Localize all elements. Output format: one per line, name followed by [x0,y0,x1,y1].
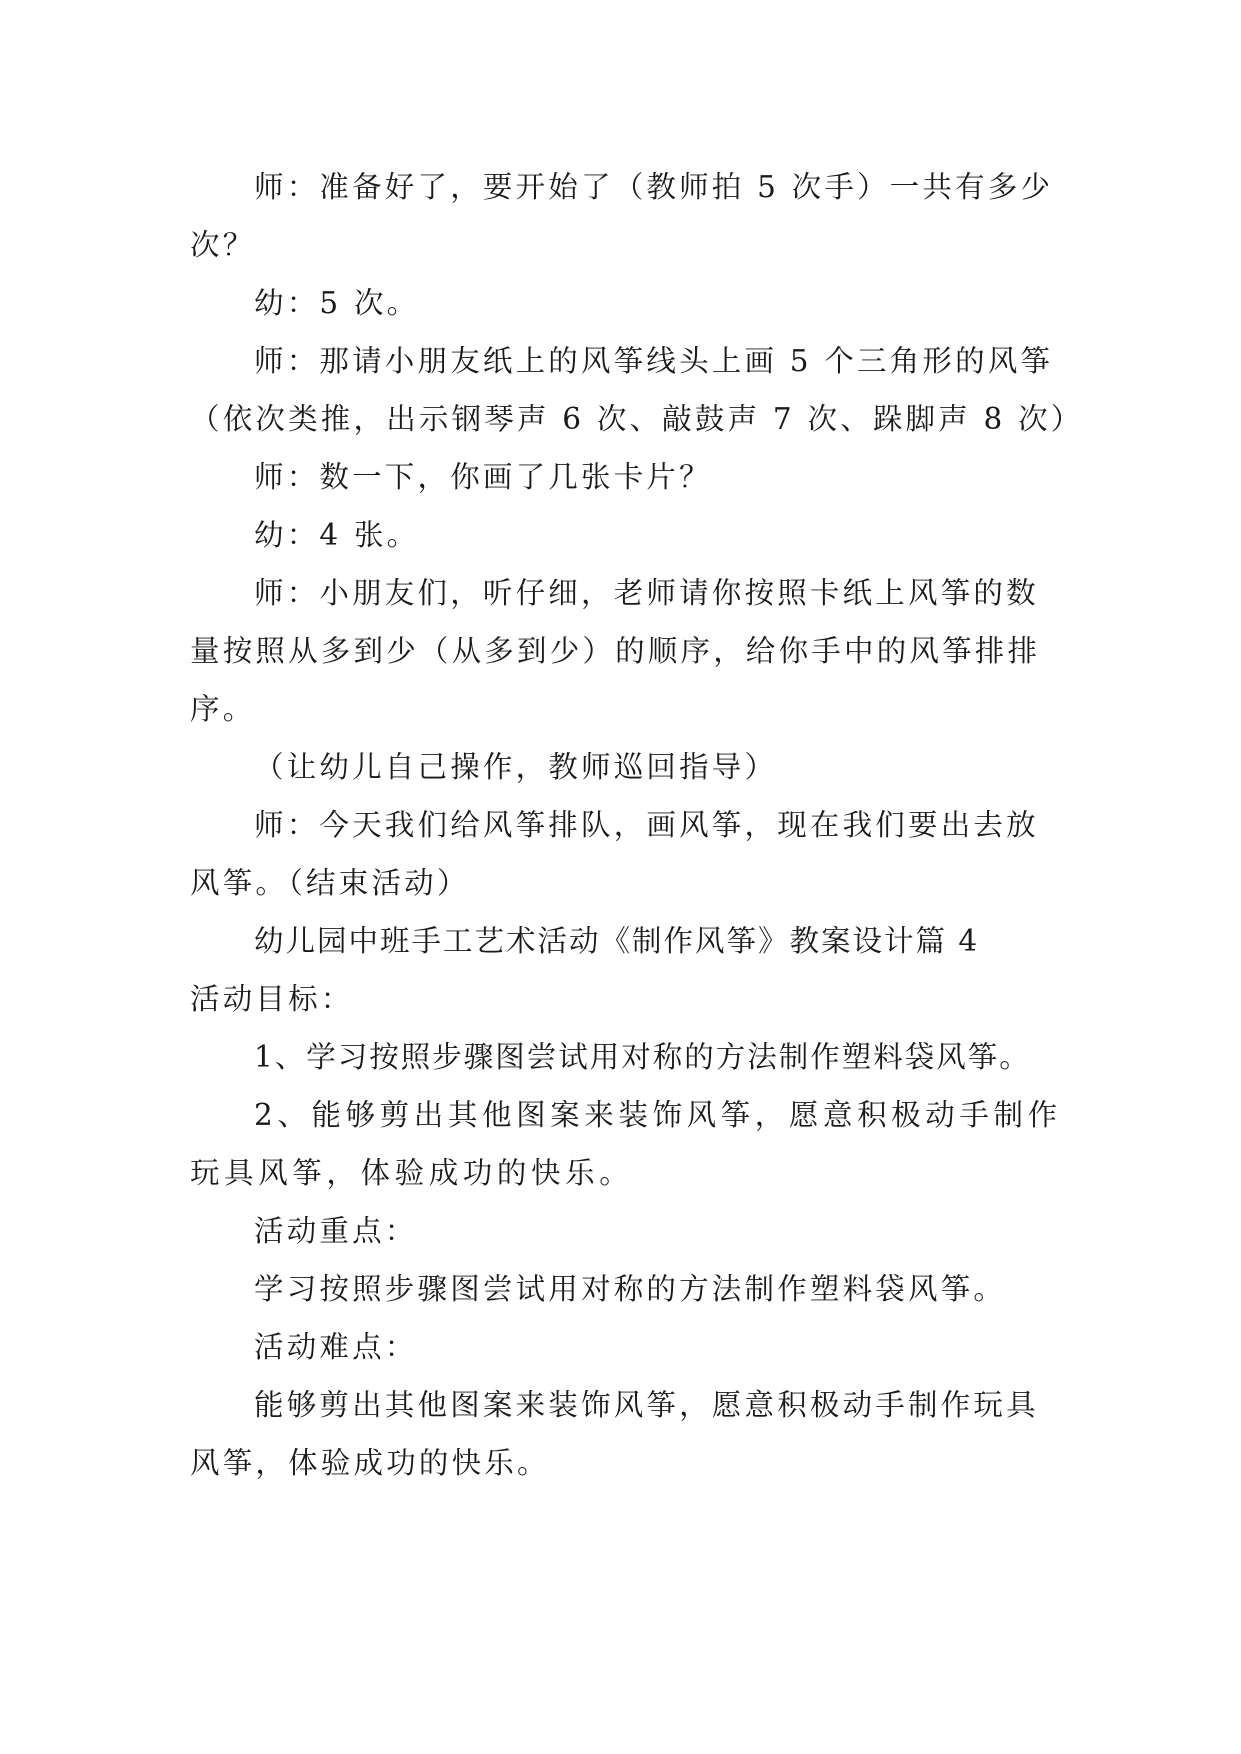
heading-activity-goals: 活动目标： [190,982,354,1016]
document-body [190,158,1084,1492]
paragraph-child-five-times: 幼：5 次。 [254,286,420,320]
paragraph-teacher-claps: 师：准备好了，要开始了（教师拍 5 次手）一共有多少次？ [190,170,1054,262]
difficulty-text: 能够剪出其他图案来装饰风筝，愿意积极动手制作玩具风筝，体验成功的快乐。 [190,1388,1039,1480]
goal-item-2: 2、能够剪出其他图案来装饰风筝，愿意积极动手制作玩具风筝，体验成功的快乐。 [190,1098,1062,1190]
heading-key-point: 活动重点： [254,1214,418,1248]
paragraph-four-cards: 幼：4 张。 [254,518,420,552]
heading-difficulty: 活动难点： [254,1330,418,1364]
key-point-text: 学习按照步骤图尝试用对称的方法制作塑料袋风筝。 [254,1272,1007,1306]
paragraph-count-cards: 师：数一下，你画了几张卡片？ [254,460,712,494]
goal-item-1: 1、学习按照步骤图尝试用对称的方法制作塑料袋风筝。 [254,1040,1031,1074]
paragraph-children-operate: （让幼儿自己操作，教师巡回指导） [254,750,778,784]
paragraph-draw-kites: 师：那请小朋友纸上的风筝线头上画 5 个三角形的风筝（依次类推，出示钢琴声 6 次、敲鼓声 7 次、跺脚声 8 次） [190,344,1084,436]
paragraph-end-activity: 师：今天我们给风筝排队，画风筝，现在我们要出去放风筝。（结束活动） [190,808,1039,900]
paragraph-order-kites: 师：小朋友们，听仔细，老师请你按照卡纸上风筝的数量按照从多到少（从多到少）的顺序，给你手中的风筝排排序。 [190,576,1041,726]
section-heading: 幼儿园中班手工艺术活动《制作风筝》教案设计篇 4 [254,924,980,958]
